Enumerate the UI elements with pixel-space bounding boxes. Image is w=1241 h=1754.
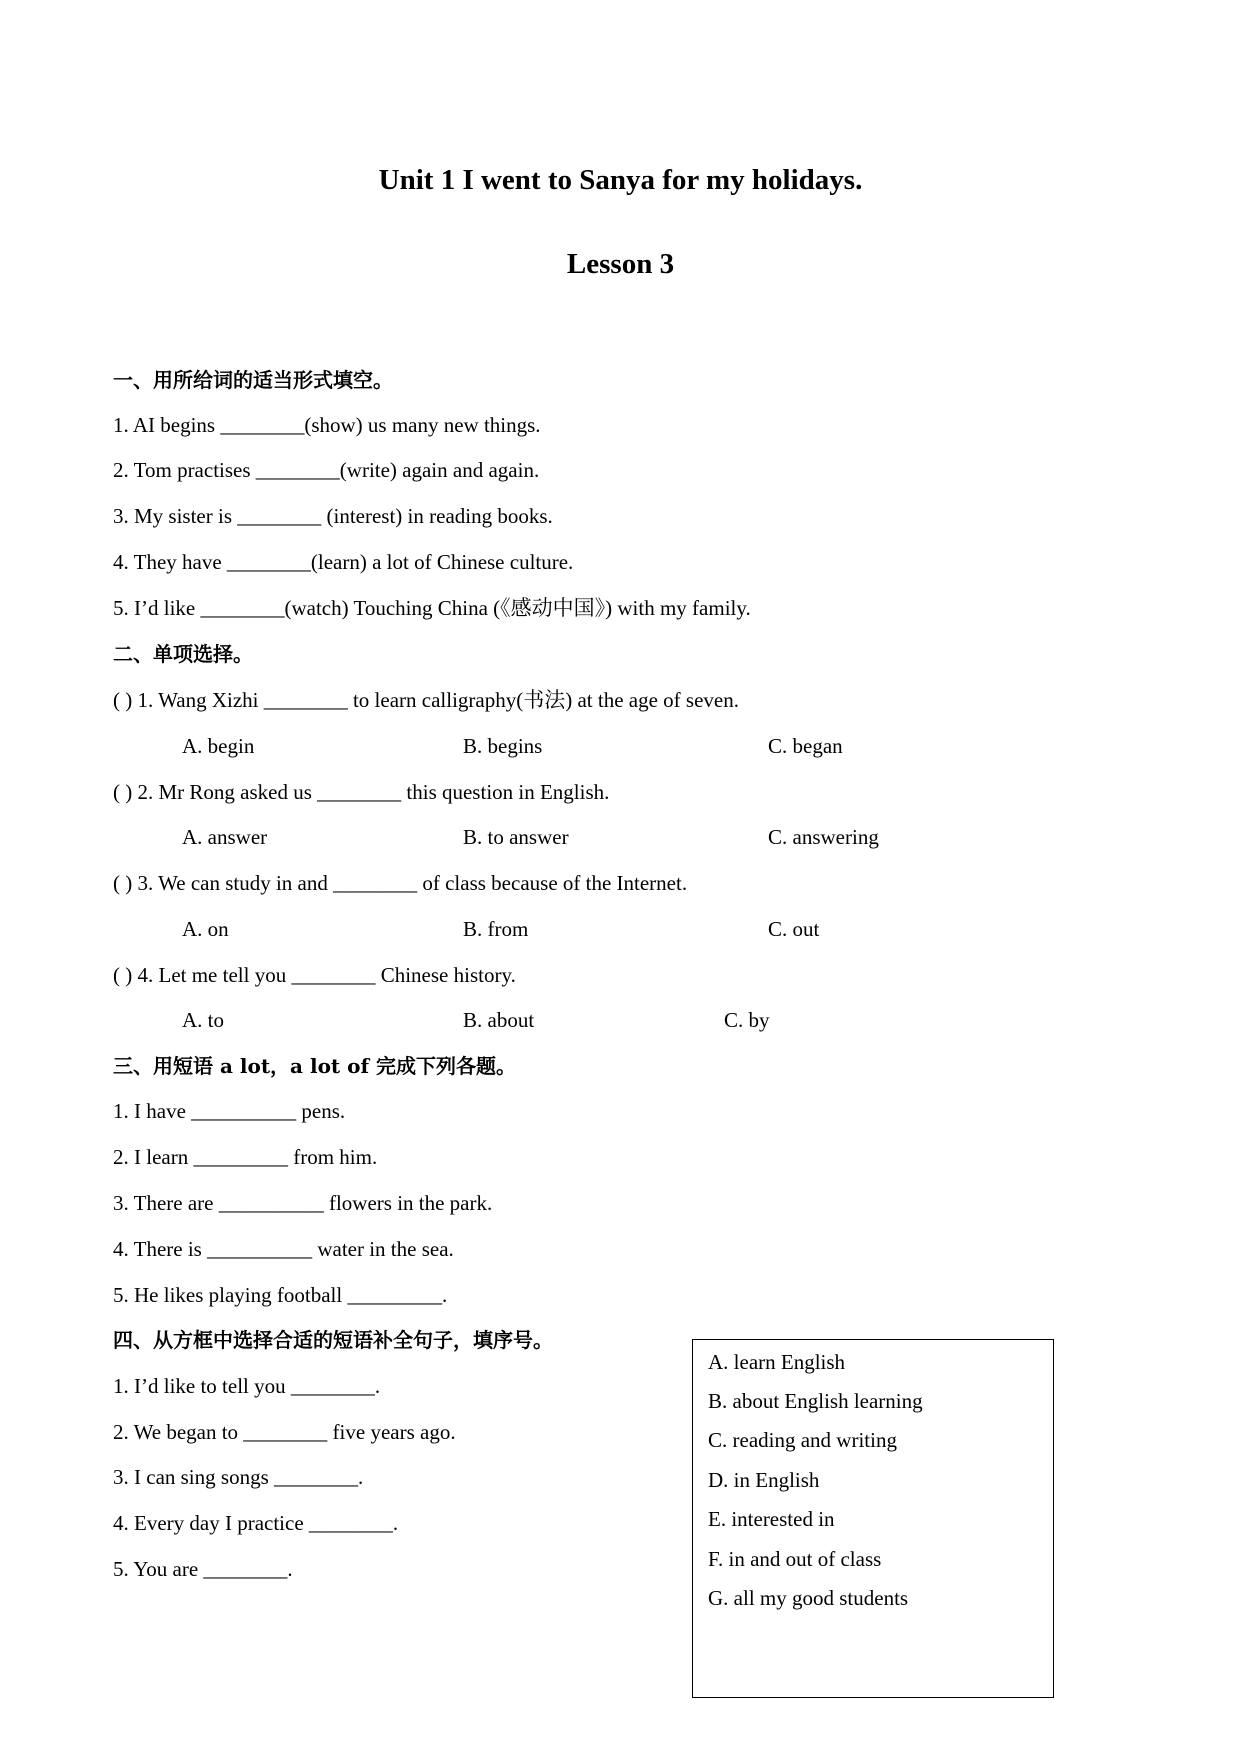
section4-item-1: 1. I’d like to tell you ________. (113, 1374, 381, 1398)
question-1-option-a: A. begin (182, 734, 255, 758)
section4-item-3: 3. I can sing songs ________. (113, 1465, 364, 1489)
phrase-box (692, 1339, 1054, 1698)
lesson-title: Lesson 3 (566, 248, 675, 280)
section3-item-2: 2. I learn _________ from him. (113, 1145, 378, 1169)
section3-heading: 三、用短语 a lot，a lot of 完成下列各题。 (113, 1054, 517, 1078)
section1-item-1: 1. AI begins ________(show) us many new things. (113, 413, 541, 437)
question-1-option-c: C. began (768, 734, 843, 758)
section1-item-4: 4. They have ________(learn) a lot of Chinese culture. (113, 550, 574, 574)
question-2-option-a: A. answer (182, 825, 268, 849)
phrase-option-g: G. all my good students (708, 1586, 909, 1610)
phrase-option-d: D. in English (708, 1468, 820, 1492)
section1-item-5: 5. I’d like ________(watch) Touching China (《感动中国》) with my family. (113, 596, 751, 620)
phrase-option-c: C. reading and writing (708, 1428, 897, 1452)
question-4-option-c: C. by (724, 1008, 770, 1032)
question-2-stem: ( ) 2. Mr Rong asked us ________ this question in English. (113, 780, 610, 804)
question-4-stem: ( ) 4. Let me tell you ________ Chinese history. (113, 963, 516, 987)
question-4-option-a: A. to (182, 1008, 224, 1032)
phrase-option-a: A. learn English (708, 1350, 846, 1374)
question-3-option-a: A. on (182, 917, 229, 941)
section2-heading: 二、单项选择。 (113, 642, 253, 666)
section1-heading: 一、用所给词的适当形式填空。 (113, 368, 393, 392)
phrase-option-b: B. about English learning (708, 1389, 923, 1413)
question-3-option-c: C. out (768, 917, 820, 941)
question-4-option-b: B. about (463, 1008, 535, 1032)
section4-item-4: 4. Every day I practice ________. (113, 1511, 399, 1535)
question-3-stem: ( ) 3. We can study in and ________ of class because of the Internet. (113, 871, 688, 895)
section1-item-2: 2. Tom practises ________(write) again and again. (113, 458, 540, 482)
phrase-option-f: F. in and out of class (708, 1547, 882, 1571)
section4-item-2: 2. We began to ________ five years ago. (113, 1420, 456, 1444)
section3-item-3: 3. There are __________ flowers in the park. (113, 1191, 493, 1215)
question-3-option-b: B. from (463, 917, 529, 941)
section4-item-5: 5. You are ________. (113, 1557, 293, 1581)
section3-item-4: 4. There is __________ water in the sea. (113, 1237, 454, 1261)
section3-item-5: 5. He likes playing football _________. (113, 1283, 448, 1307)
page-title: Unit 1 I went to Sanya for my holidays. (378, 164, 863, 196)
question-1-stem: ( ) 1. Wang Xizhi ________ to learn calligraphy(书法) at the age of seven. (113, 688, 739, 712)
question-2-option-c: C. answering (768, 825, 879, 849)
phrase-option-e: E. interested in (708, 1507, 835, 1531)
section4-heading: 四、从方框中选择合适的短语补全句子，填序号。 (113, 1328, 553, 1352)
section3-item-1: 1. I have __________ pens. (113, 1099, 346, 1123)
section1-item-3: 3. My sister is ________ (interest) in reading books. (113, 504, 553, 528)
question-2-option-b: B. to answer (463, 825, 569, 849)
question-1-option-b: B. begins (463, 734, 543, 758)
